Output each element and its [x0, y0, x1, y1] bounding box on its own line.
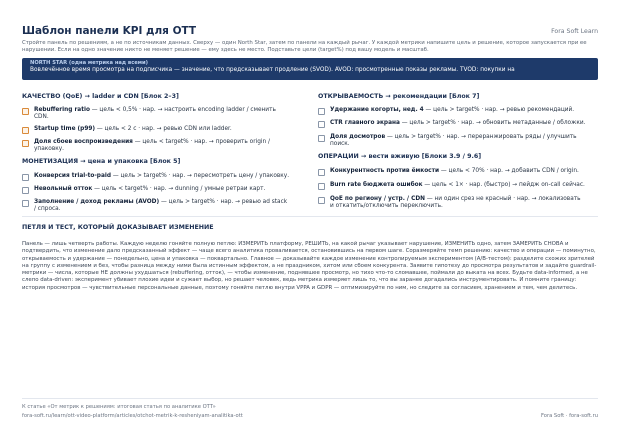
footer-site[interactable]: Fora Soft · fora-soft.ru: [540, 413, 598, 419]
metric-name: Конверсия trial-to-paid: [34, 173, 111, 179]
metric-name: Невольный отток: [34, 186, 93, 192]
metric-name: Доля досмотров: [330, 134, 386, 140]
footer-url[interactable]: fora-soft.ru/learn/ott-video-platform/articles/otchot-metrik-k-resheniyam-analitika-ott: [22, 413, 243, 419]
quality-item-startup: [22, 126, 312, 135]
metric-name: Burn rate бюджета ошибок: [330, 182, 423, 188]
monetization-item-churn: [22, 186, 312, 195]
checkbox[interactable]: [22, 127, 29, 134]
metric-rule-cont: упаковку.: [34, 146, 65, 153]
section-quality-title: КАЧЕСТВО (QoE) → ladder и CDN [Блок 2–3]: [22, 93, 179, 100]
checkbox[interactable]: [318, 183, 325, 190]
metric-rule: — цель > target% · нар. → пересмотреть цену / упаковку.: [111, 173, 290, 179]
metric-name: Доля сбоев воспроизведения: [34, 139, 133, 145]
operations-item-qoe-region: [318, 196, 600, 212]
metric-rule-cont: и откатить/отключить переключить.: [330, 203, 443, 210]
test-body-text: Панель — лишь четверть работы. Каждую неделю гоняйте полную петлю: ИЗМЕРИТЬ платформу, РЕШИТЬ, на какой рычаг указывает нарушение, ИЗМЕНИТЬ одно, затем ЗАМЕРИТЬ СНОВА и подтвердить, что изменение дало предсказанный эффект — чаще всего аналитика проваливается, остановившись на первом шаге. Соразмеряйте темп решению: качество и операции — поминутно, открываемость и удержание — понедельно, цена и упаковка — поквартально. Главное — доказывайте каждое изменение контролируемым экспериментом (A/B-тестом): разделите схожих зрителей на группу с изменением и без, чтобы разница между ними была истинным эффектом, а не праздником, хитом или сбоем конкурента. Заявите гипотезу до просмотра результатов и задайте guardrail-метрики — числа, которые НЕ должны ухудшаться (rebuffering, отток), — чтобы изменение, поднявшее просмотр, но тихо что-то сломавшее, поймали до выката на всех. Будьте data-informed, а не слепо data-driven: эксперимент убивает плохие идеи и сужает выбор, но решает человек, ведь метрика измеряет лишь то, что вы заранее догадались инструментировать. И помните границу: история просмотров — чувствительные персональные данные, поэтому гоняйте петлю внутри VPPA и GDPR — оптимизируйте по ним, но следите за согласием, хранением и тем, чем делитесь.: [22, 241, 597, 291]
checkbox[interactable]: [22, 108, 29, 115]
metric-rule: — цель > target% · нар. → переранжировать ряды / улучшить: [385, 134, 577, 140]
metric-name: Удержание когорты, нед. 4: [330, 107, 424, 113]
metric-rule: — цель < target% · нар. → проверить origin /: [132, 139, 270, 145]
retention-item-cohort: [318, 107, 600, 116]
metric-rule: — цель < 2 с · нар. → ревью CDN или ladder.: [95, 126, 232, 132]
section-retention-title: ОТКРЫВАЕМОСТЬ → рекомендации [Блок 7]: [318, 93, 480, 100]
north-star-banner: [22, 58, 598, 80]
checkbox[interactable]: [22, 187, 29, 194]
footer-article-ref: К статье «От метрик к решениям: итоговая статья по аналитике OTT»: [22, 404, 216, 410]
metric-rule: — цель < 70% · нар. → добавить CDN / origin.: [439, 168, 579, 174]
section-operations-title: ОПЕРАЦИИ → вести вживую [Блоки 3.9 / 9.6]: [318, 153, 482, 160]
metric-rule: — цель < 0,5% · нар. → настроить encoding ladder / сменить: [89, 107, 276, 113]
metric-rule-cont: / спроса.: [34, 206, 61, 213]
north-star-text: Вовлечённое время просмотра на подписчика — значение, что предсказывает продление (SVOD). AVOD: просмотренные показы рекламы. TVOD: покупки на: [30, 67, 515, 73]
retention-item-completion: [318, 134, 600, 150]
metric-name: QoE по региону / устр. / CDN: [330, 196, 425, 202]
monetization-item-trial: [22, 173, 312, 182]
retention-item-ctr: [318, 120, 600, 129]
metric-rule: — ни один срез не красный · нар. → локализовать: [424, 196, 581, 202]
page-title: Шаблон панели KPI для OTT: [22, 25, 197, 37]
metric-rule: — цель < 1× · нар. (быстро) → пейдж on-call сейчас.: [422, 182, 585, 188]
metric-rule: — цель > target% · нар. → обновить метаданные / обложки.: [399, 120, 586, 126]
checkbox[interactable]: [318, 197, 325, 204]
intro-text: Стройте панель по решениям, а не по источникам данных. Сверху — один North Star, затем по панели на каждый рычаг. У каждой метрики напишите цель и решение, которое запускается при ее нарушении. Если на одно значение никто не меняет решение — ему здесь не место. Подставьте цели (target%) под вашу модель и масштаб.: [22, 40, 587, 54]
quality-item-rebuffering: [22, 107, 312, 123]
metric-name: CTR главного экрана: [330, 120, 400, 126]
checkbox[interactable]: [318, 169, 325, 176]
metric-name: Заполнение / доход рекламы (AVOD): [34, 199, 160, 205]
checkbox[interactable]: [22, 200, 29, 207]
section-test-title: ПЕТЛЯ И ТЕСТ, КОТОРЫЙ ДОКАЗЫВАЕТ ИЗМЕНЕНИЕ: [22, 224, 214, 231]
checkbox[interactable]: [318, 121, 325, 128]
metric-name: Startup time (p99): [34, 126, 96, 132]
footer-divider: [22, 398, 598, 399]
checkbox[interactable]: [318, 135, 325, 142]
brand-label: Fora Soft Learn: [551, 28, 598, 35]
metric-rule-cont: поиск.: [330, 141, 350, 148]
metric-name: Конкурентность против ёмкости: [330, 168, 440, 174]
checkbox[interactable]: [22, 140, 29, 147]
checkbox[interactable]: [22, 174, 29, 181]
metric-name: Rebuffering ratio: [34, 107, 90, 113]
metric-rule: — цель > target% · нар. → ревью ad stack: [159, 199, 288, 205]
section-divider: [22, 216, 598, 217]
operations-item-burn-rate: [318, 182, 600, 191]
metric-rule-cont: CDN.: [34, 114, 49, 121]
metric-rule: — цель > target% · нар. → ревью рекомендаций.: [423, 107, 575, 113]
monetization-item-ads: [22, 199, 312, 215]
north-star-label: NORTH STAR (одна метрика над всеми): [30, 60, 149, 66]
metric-rule: — цель < target% · нар. → dunning / умные ретраи карт.: [92, 186, 266, 192]
section-monetization-title: МОНЕТИЗАЦИЯ → цена и упаковка [Блок 5]: [22, 158, 181, 165]
quality-item-failures: [22, 139, 312, 155]
operations-item-concurrency: [318, 168, 600, 177]
checkbox[interactable]: [318, 108, 325, 115]
